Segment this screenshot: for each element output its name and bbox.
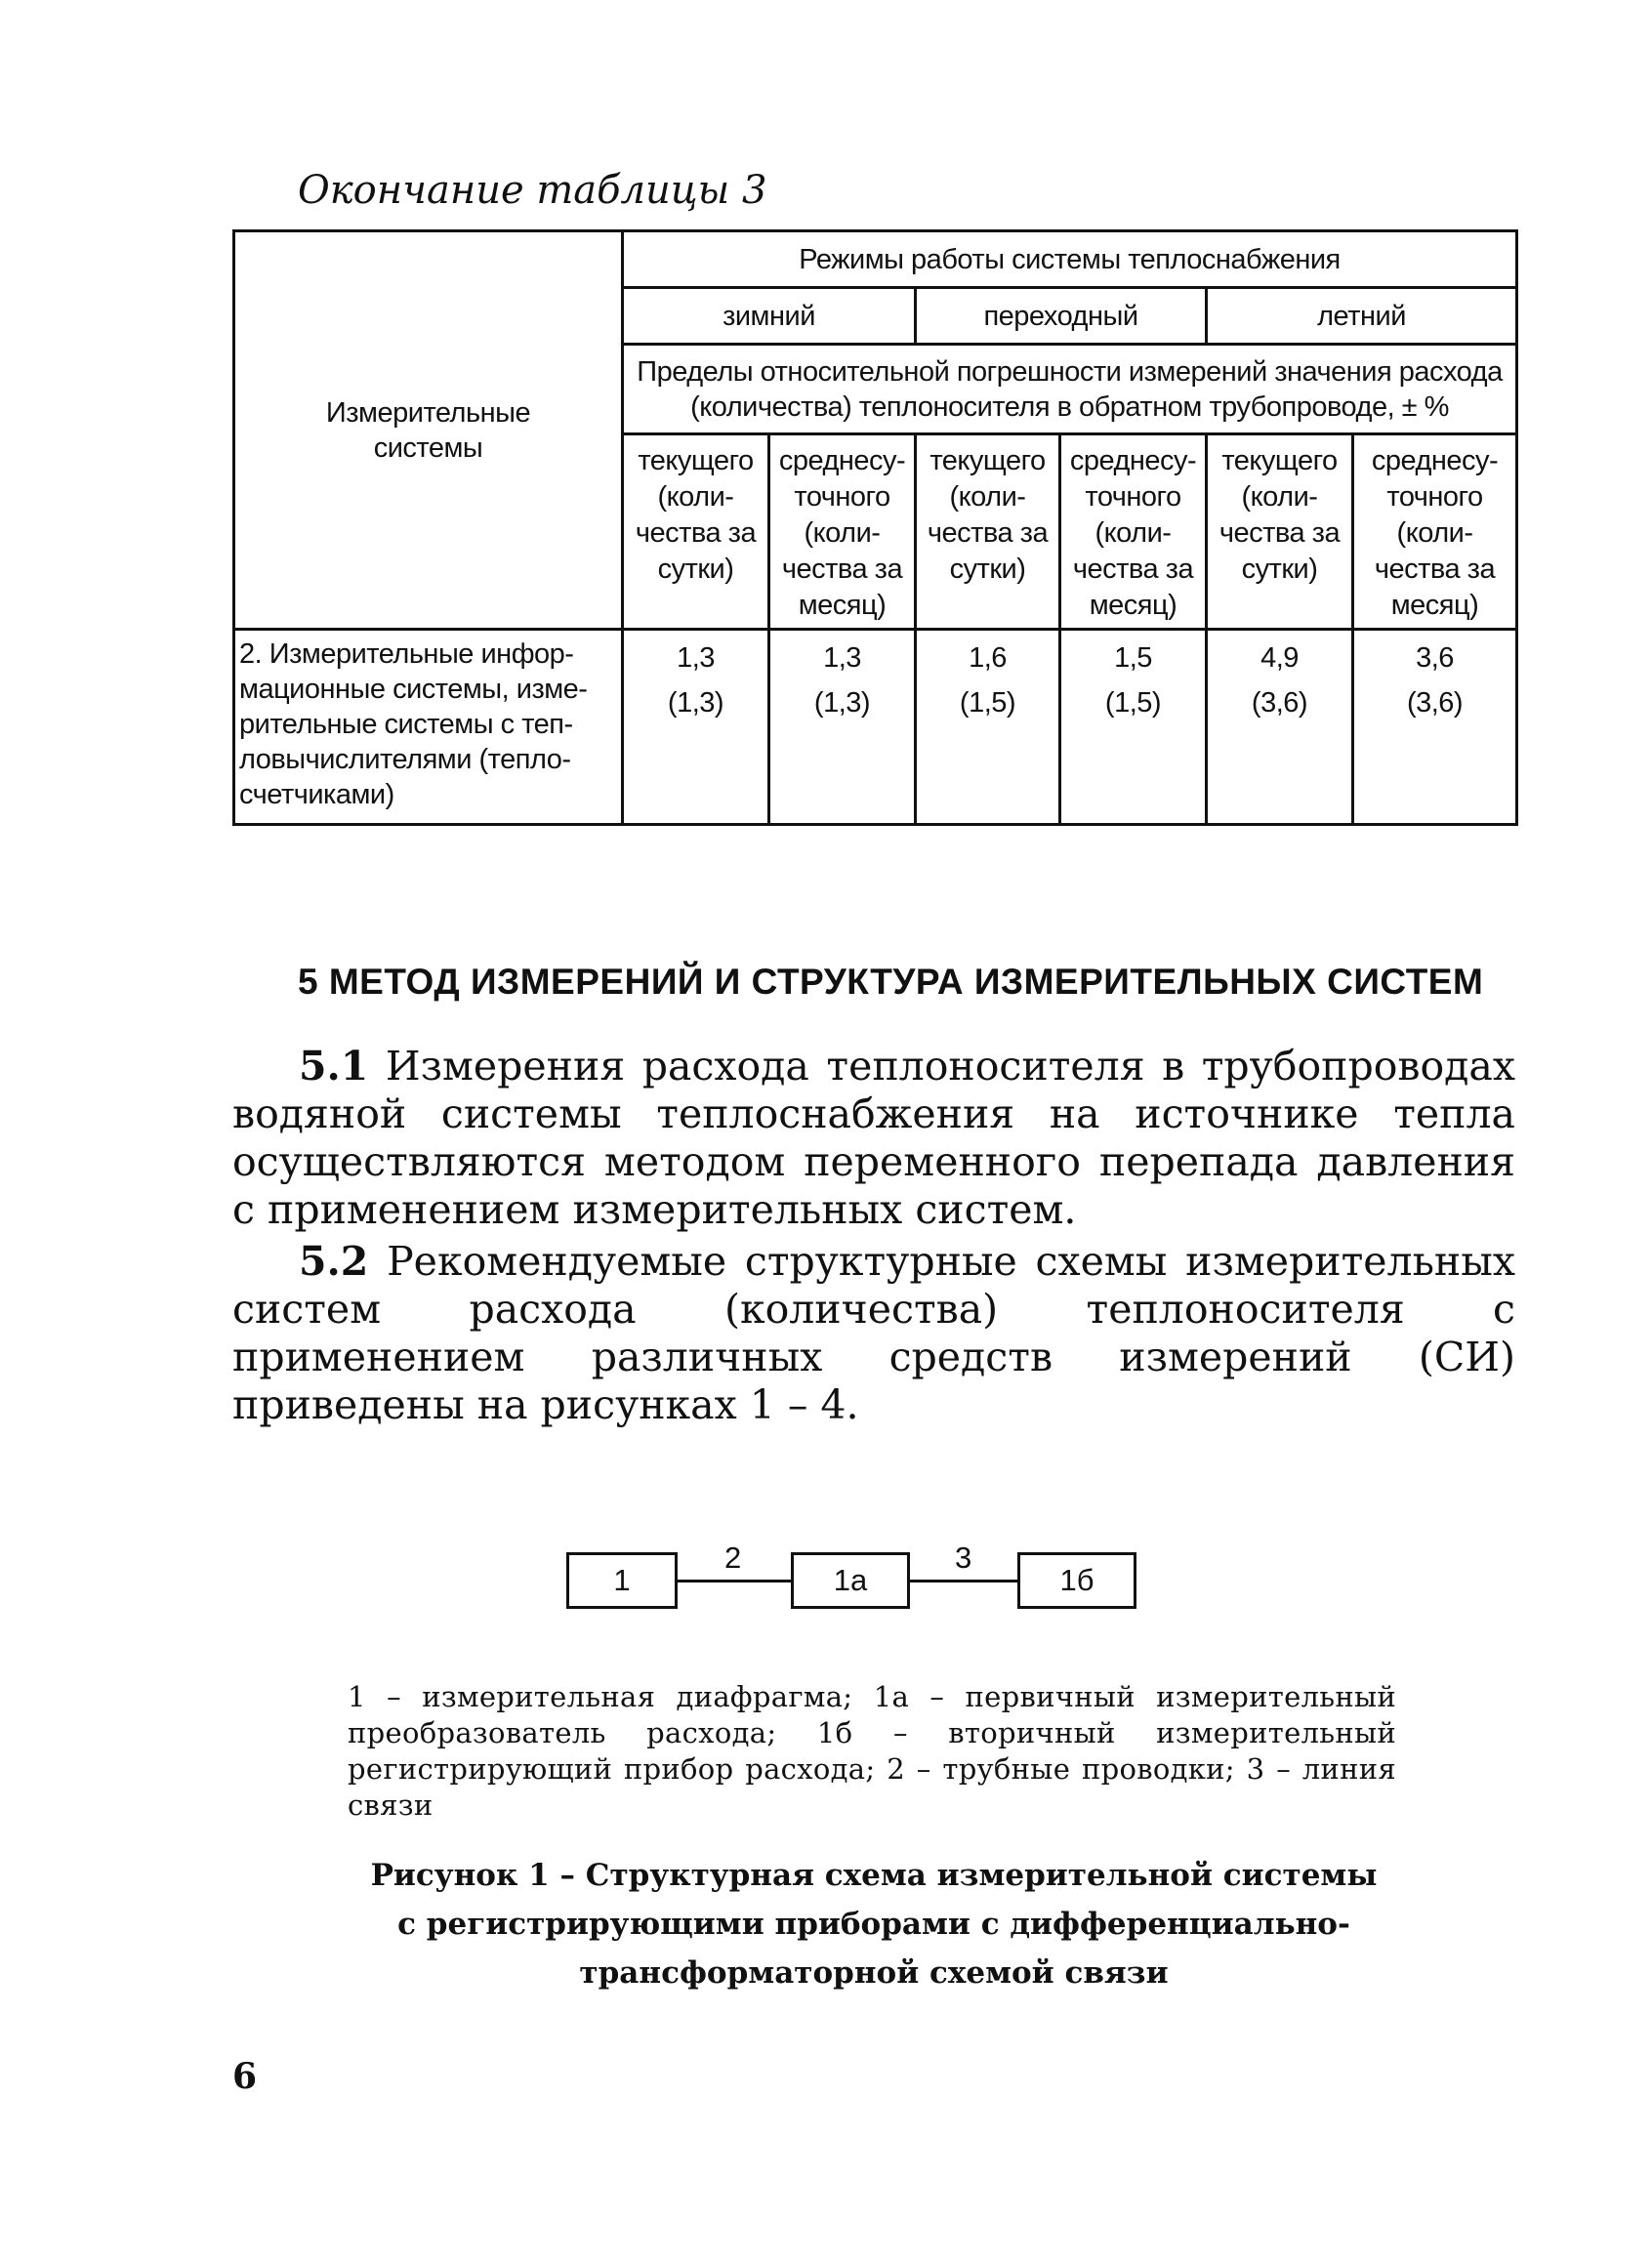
subheader-average-winter: среднесу-точного (коли-чества за месяц) [769,434,916,630]
value-main: 1,3 [677,642,715,674]
block-secondary-recorder: 1б [1017,1552,1136,1609]
subheader-current-winter: текущего (коли-чества за сутки) [623,434,769,630]
figure-caption-line: с регистрирующими приборами с дифференциально- [397,1907,1350,1942]
value-cell [769,630,916,825]
header-measuring-systems: Измерительные системы [234,231,623,630]
value-cell [916,630,1060,825]
value-main: 3,6 [1416,642,1454,674]
header-mode-winter: зимний [623,288,916,345]
value-paren: (3,6) [1406,687,1464,719]
value-paren: (1,3) [667,687,724,719]
row-label: 2. Измерительные инфор-мационные системы, изме-рительные системы с теп-ловычислителями (тепло-счетчиками) [234,630,623,825]
block-primary-transducer: 1а [791,1552,910,1609]
value-cell [623,630,769,825]
measurement-error-table [232,229,1518,826]
value-main: 1,5 [1114,642,1152,674]
value-cell [1207,630,1353,825]
header-mode-summer: летний [1207,288,1517,345]
figure-caption-line: трансформаторной схемой связи [579,1955,1169,1991]
header-operating-modes: Режимы работы системы теплоснабжения [623,231,1517,288]
value-paren: (1,5) [959,687,1016,719]
value-paren: (1,3) [813,687,871,719]
paragraph-5-1 [232,1043,1515,1234]
subheader-current-summer: текущего (коли-чества за сутки) [1207,434,1353,630]
table-row [234,630,1517,825]
paragraph-number: 5.2 [299,1238,369,1285]
value-paren: (1,5) [1104,687,1162,719]
connector-label: 2 [724,1541,742,1575]
header-mode-transition: переходный [916,288,1207,345]
value-cell [1060,630,1207,825]
value-main: 4,9 [1260,642,1299,674]
paragraph-text: Измерения расхода теплоносителя в трубопроводах водяной системы теплоснабжения на источнике тепла осуществляются методом переменного перепада давления с применением измерительных систем. [232,1043,1515,1233]
figure-legend: 1 – измерительная диафрагма; 1а – первичный измерительный преобразователь расхода; 1б – вторичный измерительный регистрирующий прибор расхода; 2 – трубные проводки; 3 – линия связи [348,1680,1396,1822]
connector-pipe [678,1580,791,1583]
connector-label: 3 [955,1541,972,1575]
subheader-current-transition: текущего (коли-чества за сутки) [916,434,1060,630]
paragraph-text: Рекомендуемые структурные схемы измерительных систем расхода (количества) теплоносителя с применением различных средств измерений (СИ) приведены на рисунках 1 – 4. [232,1238,1515,1428]
header-error-limits: Пределы относительной погрешности измерений значения расхода (количества) теплоносителя в обратном трубопроводе, ± % [623,345,1517,434]
figure-caption-line: Рисунок 1 – Структурная схема измерительной системы [370,1858,1378,1893]
paragraph-number: 5.1 [299,1043,369,1089]
value-main: 1,6 [969,642,1007,674]
page-number: 6 [232,2056,258,2097]
block-orifice: 1 [566,1552,678,1609]
value-paren: (3,6) [1251,687,1308,719]
table-caption: Окончание таблицы 3 [298,168,767,213]
connector-link [910,1580,1017,1583]
structure-diagram [557,1533,1162,1640]
subheader-average-transition: среднесу-точного (коли-чества за месяц) [1060,434,1207,630]
paragraph-5-2 [232,1238,1515,1429]
subheader-average-summer: среднесу-точного (коли-чества за месяц) [1353,434,1517,630]
figure-caption [232,1851,1515,1997]
value-cell [1353,630,1517,825]
section-heading: 5 МЕТОД ИЗМЕРЕНИЙ И СТРУКТУРА ИЗМЕРИТЕЛЬНЫХ СИСТЕМ [298,962,1484,1002]
value-main: 1,3 [823,642,861,674]
